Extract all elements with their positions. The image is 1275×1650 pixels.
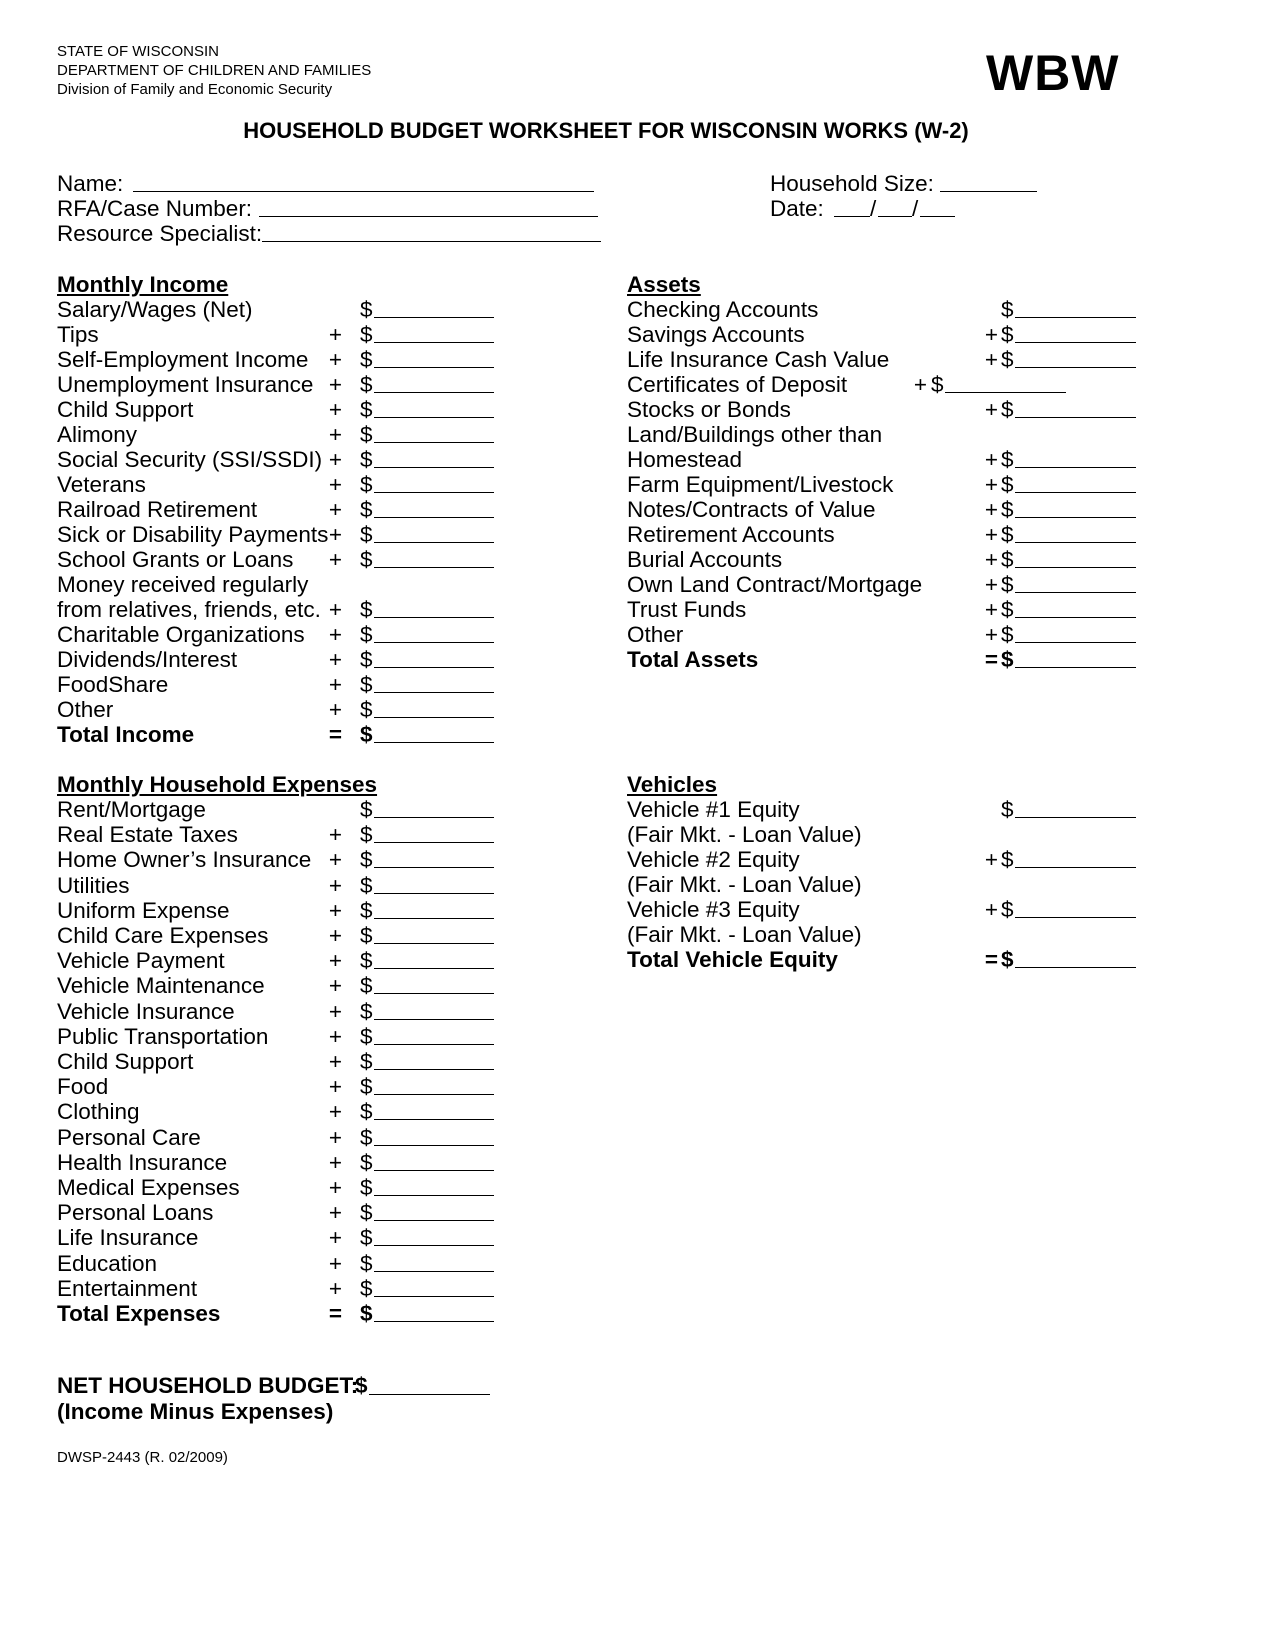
income-row-label: Social Security (SSI/SSDI) — [57, 447, 323, 472]
expenses-row-label: Child Care Expenses — [57, 923, 269, 948]
assets-row — [0, 347, 1275, 373]
expenses-row-currency: $ — [360, 973, 373, 999]
assets-row-label: Life Insurance Cash Value — [627, 347, 890, 372]
expenses-row-operator: + — [328, 948, 342, 974]
assets-row-operator: + — [984, 322, 998, 347]
assets-row-operator: + — [984, 497, 998, 522]
expenses-row-operator: + — [328, 1200, 342, 1226]
assets-row-currency: $ — [1001, 572, 1014, 597]
household-size-field[interactable] — [940, 191, 1037, 192]
income-row-label: from relatives, friends, etc. — [57, 597, 321, 622]
expenses-row-amount-field[interactable] — [374, 1145, 494, 1146]
vehicles-row — [0, 897, 1275, 923]
assets-row-label: Farm Equipment/Livestock — [627, 472, 894, 497]
expenses-row-currency: $ — [360, 948, 373, 974]
header-state: STATE OF WISCONSIN — [57, 43, 219, 60]
assets-row-label: Trust Funds — [627, 597, 747, 622]
assets-row — [0, 597, 1275, 623]
income-row-currency: $ — [360, 672, 373, 697]
assets-row — [0, 397, 1275, 423]
assets-row — [0, 547, 1275, 573]
income-row-operator: = — [328, 722, 342, 747]
income-row-operator: + — [328, 422, 342, 447]
vehicles-row-label: Vehicle #2 Equity — [627, 847, 800, 872]
expenses-row — [0, 1225, 1275, 1251]
income-row-amount-field[interactable] — [374, 717, 494, 718]
income-row-label: Unemployment Insurance — [57, 372, 314, 397]
income-row-label: Sick or Disability Payments — [57, 522, 329, 547]
income-row-currency: $ — [360, 422, 373, 447]
assets-row — [0, 647, 1275, 673]
expenses-row — [0, 1301, 1275, 1327]
expenses-row-currency: $ — [360, 1225, 373, 1251]
assets-row-currency: $ — [931, 372, 944, 397]
assets-row-amount-field[interactable] — [1015, 317, 1136, 318]
income-row-label: Money received regularly — [57, 572, 309, 597]
income-row-label: Railroad Retirement — [57, 497, 258, 522]
vehicles-row-currency: $ — [1001, 897, 1014, 922]
expenses-row-label: Home Owner’s Insurance — [57, 847, 312, 873]
expenses-row-amount-field[interactable] — [374, 1321, 494, 1322]
expenses-row-currency: $ — [360, 897, 373, 923]
income-row-operator: + — [328, 397, 342, 422]
assets-row-amount-field[interactable] — [1015, 567, 1136, 568]
page-title: HOUSEHOLD BUDGET WORKSHEET FOR WISCONSIN WORKS (W-2) — [243, 118, 969, 143]
assets-row-label: Retirement Accounts — [627, 522, 835, 547]
expenses-row-operator: + — [328, 1250, 342, 1276]
income-row-label: Salary/Wages (Net) — [57, 297, 253, 322]
expenses-row-amount-field[interactable] — [374, 1019, 494, 1020]
name-label: Name: — [57, 171, 124, 196]
income-row-label: Tips — [57, 322, 99, 347]
expenses-row — [0, 1074, 1275, 1100]
expenses-row-label: Vehicle Maintenance — [57, 973, 265, 999]
expenses-row-label: Clothing — [57, 1099, 140, 1125]
expenses-row-operator: + — [328, 1175, 342, 1200]
assets-row — [0, 572, 1275, 598]
assets-row-currency: $ — [1001, 347, 1014, 372]
vehicles-row-label: Vehicle #3 Equity — [627, 897, 800, 922]
income-row-operator: + — [328, 647, 342, 672]
income-row-currency: $ — [360, 472, 373, 497]
expenses-row — [0, 1251, 1275, 1277]
expenses-row-operator: + — [328, 1023, 342, 1049]
assets-row-amount-field[interactable] — [1015, 517, 1136, 518]
income-row-label: Dividends/Interest — [57, 647, 238, 672]
expenses-row — [0, 1024, 1275, 1050]
vehicles-row — [0, 872, 1275, 898]
expenses-row-currency: $ — [360, 1200, 373, 1226]
income-row-label: FoodShare — [57, 672, 169, 697]
expenses-row-label: Food — [57, 1074, 109, 1100]
expenses-row-label: Vehicle Insurance — [57, 998, 235, 1024]
assets-row-operator: = — [984, 647, 998, 672]
expenses-row-currency: $ — [360, 1250, 373, 1276]
net-budget-currency: $ — [355, 1373, 368, 1398]
expenses-row-currency: $ — [360, 1149, 373, 1175]
expenses-row-operator: + — [328, 847, 342, 873]
assets-row-label: Other — [627, 622, 684, 647]
expenses-row-currency: $ — [360, 998, 373, 1024]
expenses-row-label: Education — [57, 1250, 158, 1276]
expenses-row-operator: + — [328, 1275, 342, 1301]
vehicles-row — [0, 947, 1275, 973]
income-row-label: Veterans — [57, 472, 146, 497]
expenses-row-operator: + — [328, 822, 342, 848]
assets-row-label: Homestead — [627, 447, 743, 472]
expenses-row-currency: $ — [360, 1099, 373, 1125]
assets-row-amount-field[interactable] — [1015, 617, 1136, 618]
expenses-row — [0, 1125, 1275, 1151]
income-row-label: School Grants or Loans — [57, 547, 294, 572]
vehicles-row — [0, 847, 1275, 873]
assets-row — [0, 297, 1275, 323]
assets-row-operator: + — [984, 522, 998, 547]
expenses-row-amount-field[interactable] — [374, 1195, 494, 1196]
assets-row-currency: $ — [1001, 497, 1014, 522]
expenses-row-operator: + — [328, 998, 342, 1024]
assets-row-amount-field[interactable] — [1015, 642, 1136, 643]
expenses-row-amount-field[interactable] — [374, 993, 494, 994]
income-row-currency: $ — [360, 447, 373, 472]
net-budget-subtitle: (Income Minus Expenses) — [57, 1399, 334, 1424]
assets-row-currency: $ — [1001, 597, 1014, 622]
income-row-currency: $ — [360, 722, 373, 747]
assets-row-amount-field[interactable] — [1015, 342, 1136, 343]
income-row-amount-field[interactable] — [374, 742, 494, 743]
income-row-currency: $ — [360, 322, 373, 347]
household-size-label: Household Size: — [770, 171, 934, 196]
vehicles-row-label: (Fair Mkt. - Loan Value) — [627, 872, 862, 897]
date-separator: / — [870, 196, 877, 221]
expenses-row-label: Personal Care — [57, 1124, 201, 1150]
expenses-row-operator: + — [328, 1099, 342, 1125]
expenses-row-amount-field[interactable] — [374, 1094, 494, 1095]
expenses-row-operator: + — [328, 973, 342, 999]
vehicles-row-amount-field[interactable] — [1015, 917, 1136, 918]
date-separator: / — [912, 196, 919, 221]
resource-specialist-label: Resource Specialist: — [57, 221, 263, 246]
assets-row-label: Total Assets — [627, 647, 759, 672]
vehicles-row-amount-field[interactable] — [1015, 817, 1136, 818]
assets-row-operator: + — [984, 447, 998, 472]
assets-row — [0, 522, 1275, 548]
expenses-row — [0, 1150, 1275, 1176]
assets-row-amount-field[interactable] — [1015, 667, 1136, 668]
assets-row-label: Land/Buildings other than — [627, 422, 883, 447]
assets-row-amount-field[interactable] — [1015, 417, 1136, 418]
vehicles-row-currency: $ — [1001, 847, 1014, 872]
income-row-currency: $ — [360, 372, 373, 397]
income-row-operator: + — [328, 472, 342, 497]
vehicles-row — [0, 822, 1275, 848]
assets-row-operator: + — [984, 397, 998, 422]
vehicles-row-operator: + — [984, 847, 998, 872]
expenses-row-currency: $ — [360, 1175, 373, 1200]
expenses-row-label: Public Transportation — [57, 1023, 269, 1049]
assets-row-operator: + — [984, 597, 998, 622]
expenses-row-operator: + — [328, 1074, 342, 1100]
income-row-operator: + — [328, 597, 342, 622]
assets-row — [0, 622, 1275, 648]
assets-row-operator: + — [984, 622, 998, 647]
income-row-currency: $ — [360, 622, 373, 647]
vehicles-row-label: (Fair Mkt. - Loan Value) — [627, 822, 862, 847]
assets-row-currency: $ — [1001, 622, 1014, 647]
expenses-row-amount-field[interactable] — [374, 1245, 494, 1246]
income-row-currency: $ — [360, 497, 373, 522]
income-row-label: Alimony — [57, 422, 138, 447]
assets-row-currency: $ — [1001, 322, 1014, 347]
assets-row-label: Notes/Contracts of Value — [627, 497, 876, 522]
income-row-currency: $ — [360, 697, 373, 722]
vehicles-heading: Vehicles — [627, 772, 718, 797]
expenses-row-label: Life Insurance — [57, 1225, 199, 1251]
expenses-row — [0, 999, 1275, 1025]
income-row-currency: $ — [360, 347, 373, 372]
income-row-operator: + — [328, 497, 342, 522]
monthly-income-heading: Monthly Income — [57, 272, 229, 297]
income-row-operator: + — [328, 547, 342, 572]
expenses-row-operator: + — [328, 897, 342, 923]
assets-row — [0, 422, 1275, 448]
expenses-row-operator: + — [328, 1049, 342, 1074]
assets-row-label: Certificates of Deposit — [627, 372, 848, 397]
income-row-operator: + — [328, 522, 342, 547]
income-row — [0, 697, 1275, 723]
expenses-row-label: Entertainment — [57, 1275, 198, 1301]
expenses-row-label: Utilities — [57, 872, 130, 898]
vehicles-row-label: Total Vehicle Equity — [627, 947, 838, 972]
vehicles-row-amount-field[interactable] — [1015, 967, 1136, 968]
assets-row-operator: + — [984, 547, 998, 572]
assets-row-currency: $ — [1001, 297, 1014, 322]
assets-row-currency: $ — [1001, 397, 1014, 422]
expenses-row-amount-field[interactable] — [374, 1271, 494, 1272]
assets-row-operator: + — [984, 472, 998, 497]
income-row-operator: + — [328, 622, 342, 647]
expenses-row-currency: $ — [360, 872, 373, 898]
expenses-row-currency: $ — [360, 797, 373, 822]
assets-row-amount-field[interactable] — [1015, 592, 1136, 593]
assets-row-label: Savings Accounts — [627, 322, 805, 347]
assets-row — [0, 322, 1275, 348]
assets-row-currency: $ — [1001, 547, 1014, 572]
header-department: DEPARTMENT OF CHILDREN AND FAMILIES — [57, 62, 372, 79]
income-row-currency: $ — [360, 522, 373, 547]
vehicles-row — [0, 797, 1275, 823]
income-row-amount-field[interactable] — [374, 692, 494, 693]
assets-heading: Assets — [627, 272, 701, 297]
vehicles-row-currency: $ — [1001, 947, 1014, 972]
expenses-row-currency: $ — [360, 1023, 373, 1049]
assets-row — [0, 497, 1275, 523]
income-row-currency: $ — [360, 597, 373, 622]
expenses-row-label: Uniform Expense — [57, 897, 230, 923]
income-row-currency: $ — [360, 297, 373, 322]
income-row-currency: $ — [360, 547, 373, 572]
expenses-row — [0, 973, 1275, 999]
assets-row-currency: $ — [1001, 472, 1014, 497]
expenses-row-label: Child Support — [57, 1049, 194, 1074]
expenses-row-label: Medical Expenses — [57, 1175, 240, 1200]
vehicles-row-operator: = — [984, 947, 998, 972]
assets-row — [0, 447, 1275, 473]
assets-row-label: Own Land Contract/Mortgage — [627, 572, 923, 597]
vehicles-row-label: (Fair Mkt. - Loan Value) — [627, 922, 862, 947]
net-budget-label: NET HOUSEHOLD BUDGET: — [57, 1373, 359, 1398]
assets-row-amount-field[interactable] — [1015, 467, 1136, 468]
expenses-row-label: Health Insurance — [57, 1149, 228, 1175]
net-budget-field[interactable] — [369, 1394, 490, 1395]
form-code: WBW — [986, 45, 1120, 101]
expenses-row-currency: $ — [360, 1124, 373, 1150]
expenses-row-operator: + — [328, 1149, 342, 1175]
income-row-label: Total Income — [57, 722, 195, 747]
assets-row-currency: $ — [1001, 647, 1014, 672]
assets-row-label: Burial Accounts — [627, 547, 783, 572]
expenses-row — [0, 1099, 1275, 1125]
assets-row-amount-field[interactable] — [1015, 367, 1136, 368]
assets-row — [0, 472, 1275, 498]
expenses-row-label: Vehicle Payment — [57, 948, 225, 974]
expenses-row-operator: = — [328, 1301, 342, 1326]
assets-row-operator: + — [984, 347, 998, 372]
income-row-currency: $ — [360, 647, 373, 672]
expenses-row — [0, 1175, 1275, 1201]
expenses-row-currency: $ — [360, 1275, 373, 1301]
expenses-row-amount-field[interactable] — [374, 1044, 494, 1045]
vehicles-row-label: Vehicle #1 Equity — [627, 797, 800, 822]
expenses-row — [0, 1276, 1275, 1302]
vehicles-row-amount-field[interactable] — [1015, 867, 1136, 868]
case-number-field[interactable] — [259, 216, 598, 217]
expenses-row-operator: + — [328, 1225, 342, 1251]
expenses-row-label: Total Expenses — [57, 1301, 221, 1326]
income-row-operator: + — [328, 372, 342, 397]
assets-row-amount-field[interactable] — [1015, 542, 1136, 543]
income-row — [0, 672, 1275, 698]
assets-row-operator: + — [984, 572, 998, 597]
expenses-row-currency: $ — [360, 847, 373, 873]
expenses-row-operator: + — [328, 923, 342, 948]
case-number-label: RFA/Case Number: — [57, 196, 253, 221]
income-row-label: Charitable Organizations — [57, 622, 305, 647]
assets-row-label: Checking Accounts — [627, 297, 819, 322]
date-label: Date: — [770, 196, 824, 221]
expenses-row-currency: $ — [360, 923, 373, 948]
income-row-operator: + — [328, 447, 342, 472]
monthly-expenses-heading: Monthly Household Expenses — [57, 772, 378, 797]
form-number: DWSP-2443 (R. 02/2009) — [57, 1449, 228, 1466]
income-row-operator: + — [328, 347, 342, 372]
income-row-operator: + — [328, 672, 342, 697]
income-row-operator: + — [328, 322, 342, 347]
expenses-row-label: Personal Loans — [57, 1200, 214, 1226]
income-row-label: Self-Employment Income — [57, 347, 309, 372]
assets-row-amount-field[interactable] — [1015, 492, 1136, 493]
vehicles-row — [0, 922, 1275, 948]
expenses-row-currency: $ — [360, 1301, 373, 1326]
date-month-field[interactable] — [834, 216, 870, 217]
vehicles-row-currency: $ — [1001, 797, 1014, 822]
expenses-row-label: Real Estate Taxes — [57, 822, 238, 848]
expenses-row-label: Rent/Mortgage — [57, 797, 206, 822]
income-row-currency: $ — [360, 397, 373, 422]
income-row-label: Child Support — [57, 397, 194, 422]
expenses-row-operator: + — [328, 872, 342, 898]
date-year-field[interactable] — [920, 216, 955, 217]
expenses-row — [0, 1049, 1275, 1075]
income-row — [0, 722, 1275, 748]
expenses-row-operator: + — [328, 1124, 342, 1150]
expenses-row-amount-field[interactable] — [374, 1069, 494, 1070]
income-row-label: Other — [57, 697, 114, 722]
expenses-row-amount-field[interactable] — [374, 1170, 494, 1171]
expenses-row-amount-field[interactable] — [374, 1220, 494, 1221]
assets-row — [0, 372, 1275, 398]
assets-row-currency: $ — [1001, 522, 1014, 547]
assets-row-operator: + — [913, 372, 927, 397]
expenses-row-amount-field[interactable] — [374, 1296, 494, 1297]
expenses-row-currency: $ — [360, 1074, 373, 1100]
income-row-operator: + — [328, 697, 342, 722]
name-field[interactable] — [133, 191, 594, 192]
expenses-row-currency: $ — [360, 1049, 373, 1074]
expenses-row — [0, 1200, 1275, 1226]
expenses-row-currency: $ — [360, 822, 373, 848]
date-day-field[interactable] — [878, 216, 912, 217]
header-division: Division of Family and Economic Security — [57, 81, 333, 98]
vehicles-row-operator: + — [984, 897, 998, 922]
resource-specialist-field[interactable] — [262, 241, 601, 242]
assets-row-currency: $ — [1001, 447, 1014, 472]
expenses-row-amount-field[interactable] — [374, 1119, 494, 1120]
assets-row-amount-field[interactable] — [945, 392, 1066, 393]
assets-row-label: Stocks or Bonds — [627, 397, 791, 422]
